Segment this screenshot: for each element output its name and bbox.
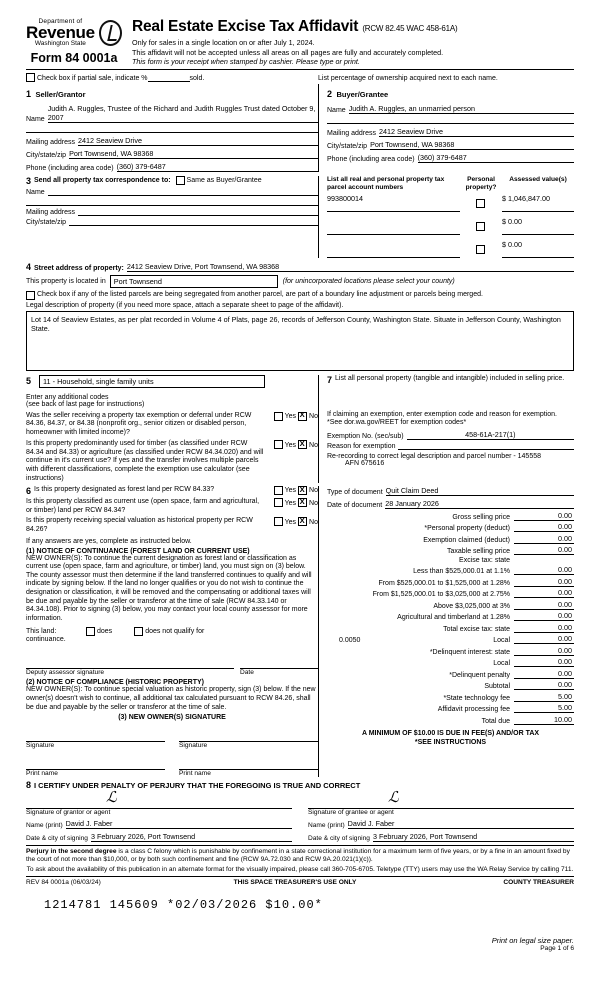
signature-label-1: Signature: [26, 742, 55, 750]
grantor-signature-mark[interactable]: ℒ: [106, 790, 117, 807]
same-as-buyer-checkbox[interactable]: [176, 176, 185, 185]
perjury-text: is a class C felony which is punishable by confinement in a state correctional institution for a maximum term of five years, or by a fine in an amount fixed by the court of not more than $10,000, or by both such confinement and fine (RCW 9A.72.030 and RCW 9A.20.021(1)(c)).: [26, 848, 570, 864]
fee-value[interactable]: 0.00: [514, 657, 574, 667]
rerecording-note: Re-recording to correct legal description and parcel number - 145558: [327, 453, 542, 461]
fee-row: [327, 669, 574, 679]
section-certification: [26, 780, 574, 842]
grantee-signature-label: Signature of grantee or agent: [308, 809, 394, 817]
buyer-phone-input[interactable]: (360) 379-6487: [418, 153, 574, 163]
partial-sale-percent-input[interactable]: [148, 73, 190, 82]
doc-type-label: Type of document: [327, 489, 383, 497]
subtitle-line-2: This affidavit will not be accepted unless all areas on all pages are fully and accurately completed.: [132, 47, 444, 57]
fee-value[interactable]: 0.00: [514, 634, 574, 644]
county-select[interactable]: Port Townsend: [110, 275, 278, 288]
section-seller: [26, 84, 318, 172]
timber-ag-question-label: Is this property predominantly used for timber (as classified under RCW 84.34 and 84.33) or agriculture (as classified under RCW 84.34.020) and will continue in it's current use? If yes and the transfer involves multiple parcels with different classifications, complete the exemption use calculator (see instructions): [26, 440, 264, 482]
segregation-checkbox[interactable]: [26, 291, 35, 300]
grantor-date-label: Date & city of signing: [26, 835, 88, 843]
signature-label-2: Signature: [179, 742, 208, 750]
perjury-bold: Perjury in the second degree: [26, 848, 117, 856]
fee-row: [327, 577, 574, 587]
seller-name-input[interactable]: Judith A. Ruggles, Trustee of the Richard and Judith Ruggles Trust dated October 9, 2007: [48, 104, 318, 123]
land-does-qualify-checkbox[interactable]: [86, 627, 95, 636]
buyer-city-label: City/state/zip: [327, 142, 368, 150]
fee-row: [327, 557, 574, 564]
agency-name: Revenue: [26, 23, 95, 42]
fee-label: Above $3,025,000 at 3%: [433, 602, 510, 610]
q3-no-checkbox[interactable]: [298, 486, 307, 495]
assessed-col-header: Assessed value(s): [509, 175, 567, 183]
personal-property-checkbox-1[interactable]: [476, 199, 485, 208]
personal-property-checkbox-2[interactable]: [476, 222, 485, 231]
street-address-input[interactable]: 2412 Seaview Drive, Port Townsend, WA 98368: [127, 262, 574, 272]
notice-continuance-body: NEW OWNER(S): To continue the current designation as forest land or classification as current use (open space, farm and agriculture, or timber) land, you must sign on (3) below. The county assessor must then determine if the land transferred continues to qualify and will indicate by signing below. If the land no longer qualifies or you do not wish to continue the designation or classification, it will be removed and the compensating or additional taxes will be due and payable by the seller or transferor at the time of sale (RCW 84.33.140 or 84.34.108). Prior to signing (3) below, you may contact your local county assessor for more information.: [26, 554, 312, 622]
fee-value[interactable]: 0.00: [514, 669, 574, 679]
exemption-reason-input[interactable]: [398, 449, 574, 450]
grantor-print-label: Name (print): [26, 822, 63, 830]
q4-no-checkbox[interactable]: [298, 498, 307, 507]
new-owner-printname-input-2[interactable]: [179, 758, 318, 770]
fee-label: Agricultural and timberland at 1.28%: [397, 614, 510, 622]
historic-question: Is this property receiving special valuation as historical property per RCW 84.26?: [26, 517, 253, 534]
form-number: Form 84 0001a: [30, 51, 118, 65]
seller-heading: Seller/Grantor: [35, 89, 86, 99]
q5-no-checkbox[interactable]: [298, 517, 307, 526]
q4-no-label: No: [309, 500, 318, 508]
new-owner-signature-input-2[interactable]: [179, 730, 318, 742]
fee-row: [327, 534, 574, 544]
grantor-signature-label: Signature of grantor or agent: [26, 809, 111, 817]
q2-no-label: No: [309, 442, 318, 450]
grantee-print-label: Name (print): [308, 822, 345, 830]
subtitle-line-1: Only for sales in a single location on or after July 1, 2024.: [132, 38, 315, 47]
fee-value[interactable]: 0.00: [514, 534, 574, 544]
legal-description-input[interactable]: Lot 14 of Seaview Estates, as per plat recorded in Volume 4 of Plats, page 26, records of Jefferson County, Washington State. Situate in Jefferson County, Washington State.: [26, 311, 574, 371]
fee-row: [327, 600, 574, 610]
section-buyer: [318, 84, 574, 172]
seller-mailing-label: Mailing address: [26, 138, 76, 146]
fee-label: *Delinquent penalty: [449, 671, 510, 679]
table-row: [327, 217, 574, 235]
forest-land-question: Is this property designated as forest land per RCW 84.33?: [34, 486, 215, 494]
treasurer-section: [26, 876, 574, 886]
ada-notice: To ask about the availability of this publication in an alternate format for the visually impaired, please call 360-705-6705. Teletype (TTY) users may use the WA Relay Service by calling 711.: [26, 866, 574, 874]
located-in-label: This property is located in: [26, 277, 106, 285]
fee-value[interactable]: 0.00: [514, 611, 574, 621]
corr-name-input[interactable]: [48, 195, 318, 196]
fee-value[interactable]: 0.00: [514, 680, 574, 690]
section-5-number: 5: [26, 376, 32, 386]
perjury-notice: [26, 845, 574, 874]
fee-value[interactable]: 5.00: [514, 692, 574, 702]
street-address-label: Street address of property:: [34, 264, 124, 272]
personal-property-checkbox-3[interactable]: [476, 245, 485, 254]
grantee-signature-mark[interactable]: ℒ: [388, 790, 399, 807]
grantee-print-input[interactable]: David J. Faber: [348, 819, 574, 829]
fee-label: Affidavit processing fee: [437, 706, 510, 714]
grantee-date-input[interactable]: 3 February 2026, Port Townsend: [373, 832, 574, 842]
new-owner-printname-input-1[interactable]: [26, 758, 165, 770]
print-name-label-1: Print name: [26, 770, 58, 778]
department-label: Department of: [38, 18, 83, 25]
section-tax-correspondence: [26, 176, 318, 258]
partial-sale-label: Check box if partial sale, indicate %: [37, 74, 148, 82]
parcel-col-header: List all real and personal property tax parcel account numbers: [327, 175, 445, 191]
corr-name-label: Name: [26, 188, 45, 196]
fee-label: Gross selling price: [452, 513, 510, 521]
notice-compliance-title: (2) NOTICE OF COMPLIANCE (HISTORIC PROPERTY): [26, 679, 204, 687]
fee-row: [327, 511, 574, 521]
grantee-date-label: Date & city of signing: [308, 835, 370, 843]
fee-row: [327, 623, 574, 633]
parcel-number-input-3[interactable]: [327, 240, 460, 258]
revenue-seal-icon: [99, 20, 122, 46]
same-as-buyer-label: Same as Buyer/Grantee: [186, 177, 262, 184]
fee-label: Total due: [481, 717, 510, 725]
certification-label: I CERTIFY UNDER PENALTY OF PERJURY THAT THE FOREGOING IS TRUE AND CORRECT: [34, 780, 361, 790]
fee-row: [327, 703, 574, 713]
assessed-value-2[interactable]: $ 0.00: [502, 217, 574, 235]
correspondence-label: Send all property tax correspondence to:: [34, 177, 171, 184]
afn-value: AFN 675616: [345, 460, 385, 468]
doc-type-input[interactable]: Quit Claim Deed: [386, 486, 574, 496]
fee-label: Exemption claimed (deduct): [423, 536, 510, 544]
assessed-value-3[interactable]: $ 0.00: [502, 240, 574, 258]
q2-no-checkbox[interactable]: [298, 440, 307, 449]
fee-label: Local: [493, 637, 510, 645]
q1-no-label: No: [309, 412, 318, 420]
legal-size-note: Print on legal size paper.: [491, 936, 574, 946]
current-use-question: Is this property classified as current use (open space, farm and agricultural, or timber) land per RCW 84.34?: [26, 498, 260, 514]
fee-row: [327, 545, 574, 555]
personal-col-header: Personal property?: [465, 175, 497, 191]
q4-yes-checkbox[interactable]: [274, 498, 283, 507]
fee-label: Less than $525,000.01 at 1.1%: [413, 568, 510, 576]
section-7-number: 7: [327, 374, 333, 385]
minimum-due-line-2: *SEE INSTRUCTIONS: [414, 738, 487, 746]
fee-row: [327, 715, 574, 725]
parcel-number-input-1[interactable]: 993800014: [327, 194, 460, 212]
exemption-code-label: Exemption No. (sec/sub): [327, 433, 404, 441]
q5-no-label: No: [309, 519, 318, 527]
deputy-date-label: Date: [240, 669, 254, 677]
grantor-print-input[interactable]: David J. Faber: [66, 819, 292, 829]
fee-value[interactable]: 0.00: [514, 522, 574, 532]
fee-row: [327, 680, 574, 690]
fee-value[interactable]: 0.00: [514, 646, 574, 656]
seller-city-label: City/state/zip: [26, 151, 67, 159]
section-3-number: 3: [26, 175, 32, 186]
treasurer-space-label: THIS SPACE TREASURER'S USE ONLY: [233, 879, 357, 887]
q5-yes-label: Yes: [284, 519, 297, 527]
section-property-address: [26, 262, 574, 371]
fee-value[interactable]: 0.00: [514, 588, 574, 598]
fee-value[interactable]: 0.00: [514, 565, 574, 575]
section-1-number: 1: [26, 88, 32, 99]
seller-name-label: Name: [26, 115, 45, 123]
fee-row: [327, 634, 574, 644]
corr-mailing-input[interactable]: [78, 215, 318, 216]
new-owner-signature-title: (3) NEW OWNER(S) SIGNATURE: [118, 714, 226, 722]
fee-value[interactable]: 0.00: [514, 577, 574, 587]
ownership-percent-note: List percentage of ownership acquired next to each name.: [318, 74, 498, 82]
q3-no-label: No: [309, 487, 318, 495]
buyer-name-label: Name: [327, 106, 346, 114]
county-hint: (for unincorporated locations please select your county): [282, 277, 455, 285]
fee-label: Taxable selling price: [446, 548, 510, 556]
fee-row: [327, 565, 574, 575]
minimum-due-line-1: A MINIMUM OF $10.00 IS DUE IN FEE(S) AND/OR TAX: [361, 729, 540, 737]
fee-row: [327, 611, 574, 621]
exemption-code-input[interactable]: 458-61A-217(1): [407, 430, 574, 440]
agency-logo: [26, 18, 122, 65]
fee-label: *Personal property (deduct): [424, 525, 510, 533]
page-title: Real Estate Excise Tax Affidavit: [132, 18, 359, 35]
land-use-code-select[interactable]: 11 - Household, single family units: [39, 375, 265, 388]
fee-label: Subtotal: [484, 683, 510, 691]
doc-date-label: Date of document: [327, 502, 383, 510]
fee-label: Excise tax: state: [459, 556, 510, 564]
seller-city-input[interactable]: Port Townsend, WA 98368: [69, 149, 318, 159]
fee-value[interactable]: 0.00: [514, 511, 574, 521]
q2-yes-checkbox[interactable]: [274, 440, 283, 449]
section-6-number: 6: [26, 486, 32, 497]
partial-sale-sold-label: sold.: [189, 74, 205, 82]
partial-sale-checkbox[interactable]: [26, 73, 35, 82]
header-divider: [26, 69, 574, 70]
doc-date-input[interactable]: 28 January 2026: [385, 499, 574, 509]
land-not-qualify-checkbox[interactable]: [134, 627, 143, 636]
section-use-code: [26, 375, 318, 484]
fee-row: [327, 588, 574, 598]
fee-label: Total excise tax: state: [443, 625, 510, 633]
section-personal-property: [318, 375, 574, 484]
fee-label: From $525,000.01 to $1,525,000 at 1.28%: [378, 579, 510, 587]
fee-row: [327, 522, 574, 532]
q4-yes-label: Yes: [284, 500, 297, 508]
corr-city-input[interactable]: [69, 225, 318, 226]
exemption-question-label: Was the seller receiving a property tax exemption or deferral under RCW 84.36, 84.37, or 84.38 (nonprofit org., senior citizen or disabled person, homeowner with limited income)?: [26, 411, 252, 436]
seller-mailing-input[interactable]: 2412 Seaview Drive: [78, 136, 318, 146]
land-not-qualify-label: does not qualify for: [145, 628, 205, 636]
fee-value[interactable]: 0.00: [514, 545, 574, 555]
deputy-assessor-signature-input[interactable]: [26, 657, 234, 669]
land-does-label: does: [97, 628, 113, 636]
continuance-label: continuance.: [26, 636, 66, 644]
fee-row: [327, 657, 574, 667]
section-4-number: 4: [26, 261, 32, 272]
q3-yes-checkbox[interactable]: [274, 486, 283, 495]
revision-number: REV 84 0001a (06/03/24): [26, 879, 101, 887]
tax-calculation-panel: [318, 486, 574, 777]
buyer-city-input[interactable]: Port Townsend, WA 98368: [370, 140, 574, 150]
if-any-yes-note: If any answers are yes, complete as instructed below.: [26, 537, 192, 545]
q1-yes-checkbox[interactable]: [274, 412, 283, 421]
fee-label: From $1,525,000.01 to $3,025,000 at 2.75%: [372, 591, 510, 599]
segregation-label: Check box if any of the listed parcels are being segregated from another parcel, are part of a boundary line adjustment or parcels being merged.: [37, 290, 483, 298]
county-treasurer-label: COUNTY TREASURER: [503, 879, 574, 887]
treasurer-stamp: 1214781 145609 *02/03/2026 $10.00*: [44, 898, 323, 913]
form-header: [26, 18, 574, 67]
seller-phone-label: Phone (including area code): [26, 164, 114, 172]
fee-label: *State technology fee: [443, 694, 510, 702]
fee-value[interactable]: 10.00: [514, 715, 574, 725]
fee-value[interactable]: 5.00: [514, 703, 574, 713]
parcel-number-input-2[interactable]: [327, 217, 460, 235]
buyer-name-input[interactable]: Judith A. Ruggles, an unmarried person: [349, 104, 574, 114]
deputy-assessor-label: Deputy assessor signature: [26, 669, 105, 677]
page-number: Page 1 of 6: [540, 945, 574, 953]
q1-yes-label: Yes: [284, 412, 297, 420]
section-2-number: 2: [327, 88, 333, 99]
state-label: Washington State: [34, 40, 86, 47]
this-land-label: This land:: [26, 628, 57, 636]
buyer-phone-label: Phone (including area code): [327, 155, 415, 163]
fee-label: *Delinquent interest: state: [429, 648, 510, 656]
additional-codes-label: Enter any additional codes: [26, 393, 109, 401]
table-row: [327, 240, 574, 258]
rcw-citation: (RCW 82.45 WAC 458-61A): [362, 24, 458, 33]
fee-value[interactable]: 0.00: [514, 600, 574, 610]
new-owner-signature-input-1[interactable]: [26, 730, 165, 742]
parcel-table: [318, 176, 574, 258]
buyer-heading: Buyer/Grantee: [336, 89, 389, 99]
q1-no-checkbox[interactable]: [298, 412, 307, 421]
notice-continuance-title: (1) NOTICE OF CONTINUANCE (FOREST LAND OR CURRENT USE): [26, 547, 250, 555]
grantor-date-input[interactable]: 3 February 2026, Port Townsend: [91, 832, 292, 842]
section-designations: [26, 486, 318, 777]
fee-value[interactable]: 0.00: [514, 623, 574, 633]
section-8-number: 8: [26, 780, 32, 791]
deputy-assessor-date-input[interactable]: [240, 657, 318, 669]
q5-yes-checkbox[interactable]: [274, 517, 283, 526]
exemption-reason-label: Reason for exemption: [327, 443, 396, 451]
buyer-mailing-input[interactable]: 2412 Seaview Drive: [379, 127, 574, 137]
fee-rows: [327, 511, 574, 725]
fee-row: [327, 646, 574, 656]
subtitle-line-3: This form is your receipt when stamped by cashier. Please type or print.: [132, 57, 360, 66]
corr-city-label: City/state/zip: [26, 218, 67, 226]
q2-yes-label: Yes: [284, 442, 297, 450]
personal-property-label: List all personal property (tangible and intangible) included in selling price.: [335, 374, 565, 382]
fee-label: Local: [493, 660, 510, 668]
buyer-mailing-label: Mailing address: [327, 129, 377, 137]
see-back-label: (see back of last page for instructions): [26, 400, 145, 408]
local-rate: 0.0050: [339, 637, 361, 645]
legal-description-label: Legal description of property (if you need more space, attach a separate sheet to page of the affidavit).: [26, 301, 344, 309]
corr-mailing-label: Mailing address: [26, 208, 76, 216]
exemption-instructions: If claiming an exemption, enter exemption code and reason for exemption. *See dor.wa.gov/REET for exemption codes*: [327, 410, 557, 427]
q3-yes-label: Yes: [284, 487, 297, 495]
fee-row: [327, 692, 574, 702]
print-name-label-2: Print name: [179, 770, 211, 778]
assessed-value-1[interactable]: $ 1,046,847.00: [502, 194, 574, 212]
table-row: [327, 194, 574, 212]
seller-phone-input[interactable]: (360) 379-6487: [117, 162, 318, 172]
notice-compliance-body: NEW OWNER(S): To continue special valuation as historic property, sign (3) below. If the new owner(s) doesn't wish to continue, all additional tax calculated pursuant to RCW 84.26, shall be due and payable by the seller or transferor at the time of sale.: [26, 686, 316, 711]
